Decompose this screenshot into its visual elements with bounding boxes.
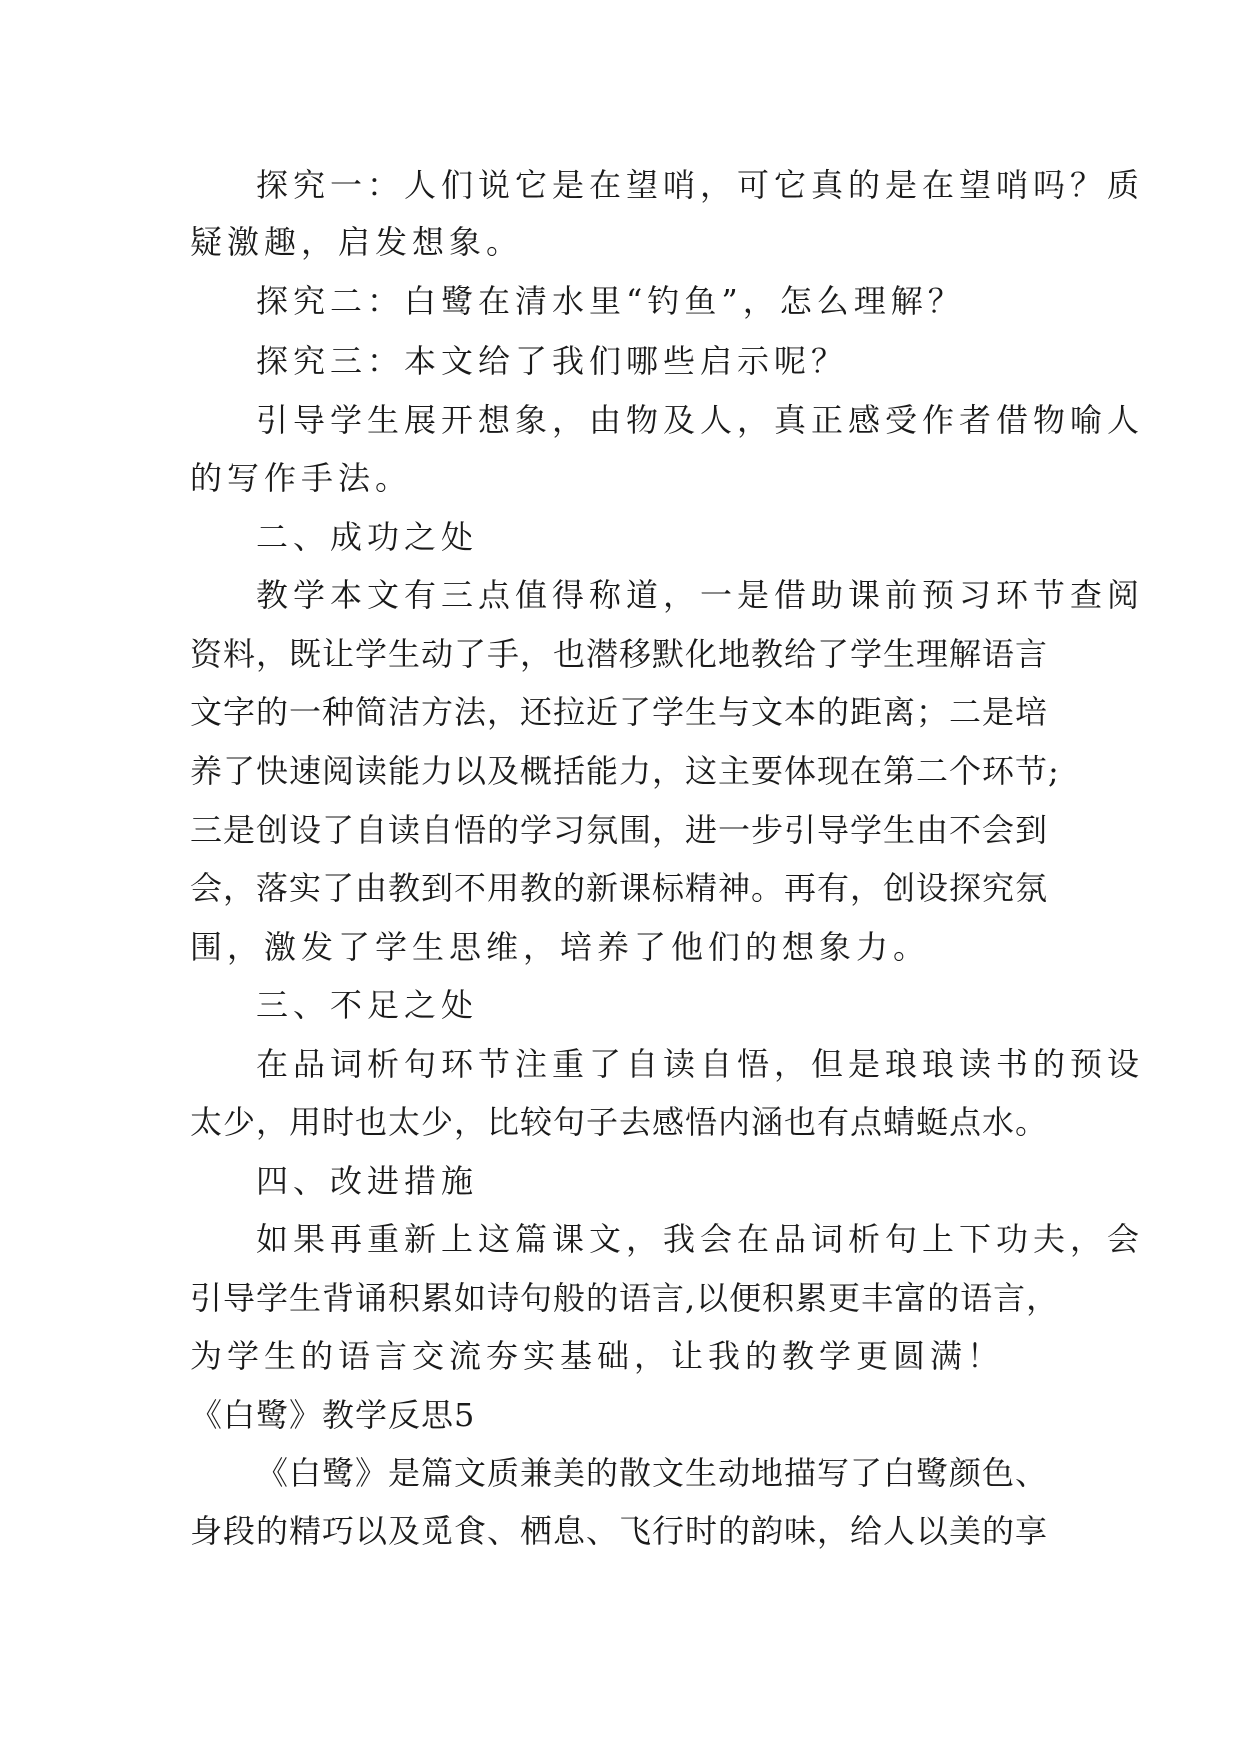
- paragraph-line: 养了快速阅读能力以及概括能力，这主要体现在第二个环节;: [190, 752, 1060, 790]
- paragraph-line: 探究二：白鹭在清水里“钓鱼”，怎么理解？: [256, 282, 965, 320]
- paragraph-line: 在品词析句环节注重了自读自悟，但是琅琅读书的预设: [256, 1045, 1145, 1083]
- paragraph-line: 为学生的语言交流夯实基础，让我的教学更圆满！: [190, 1337, 1005, 1375]
- section-heading: 四、改进措施: [256, 1162, 479, 1200]
- paragraph-line: 如果再重新上这篇课文，我会在品词析句上下功夫，会: [256, 1220, 1145, 1258]
- paragraph-line: 会，落实了由教到不用教的新课标精神。再有，创设探究氛: [190, 869, 1049, 907]
- paragraph-line: 的写作手法。: [190, 459, 413, 497]
- section-heading: 三、不足之处: [256, 986, 479, 1024]
- paragraph-line: 《白鹭》是篇文质兼美的散文生动地描写了白鹭颜色、: [256, 1454, 1049, 1492]
- paragraph-line: 围，激发了学生思维，培养了他们的想象力。: [190, 928, 931, 966]
- article-title: 《白鹭》教学反思5: [190, 1396, 476, 1434]
- paragraph-line: 文字的一种简洁方法，还拉近了学生与文本的距离；二是培: [190, 693, 1049, 731]
- paragraph-line: 引导学生背诵积累如诗句般的语言,以便积累更丰富的语言，: [190, 1279, 1060, 1317]
- paragraph-line: 三是创设了自读自悟的学习氛围，进一步引导学生由不会到: [190, 811, 1049, 849]
- paragraph-line: 疑激趣，启发想象。: [190, 223, 524, 261]
- paragraph-line: 探究一：人们说它是在望哨，可它真的是在望哨吗？质: [256, 166, 1145, 204]
- paragraph-line: 引导学生展开想象，由物及人，真正感受作者借物喻人: [256, 401, 1145, 439]
- section-heading: 二、成功之处: [256, 518, 479, 556]
- paragraph-line: 资料，既让学生动了手，也潜移默化地教给了学生理解语言: [190, 635, 1049, 673]
- paragraph-line: 教学本文有三点值得称道，一是借助课前预习环节查阅: [256, 576, 1145, 614]
- paragraph-line: 太少，用时也太少，比较句子去感悟内涵也有点蜻蜓点水。: [190, 1103, 1049, 1141]
- paragraph-line: 探究三：本文给了我们哪些启示呢？: [256, 342, 849, 380]
- paragraph-line: 身段的精巧以及觅食、栖息、飞行时的韵味，给人以美的享: [190, 1512, 1049, 1550]
